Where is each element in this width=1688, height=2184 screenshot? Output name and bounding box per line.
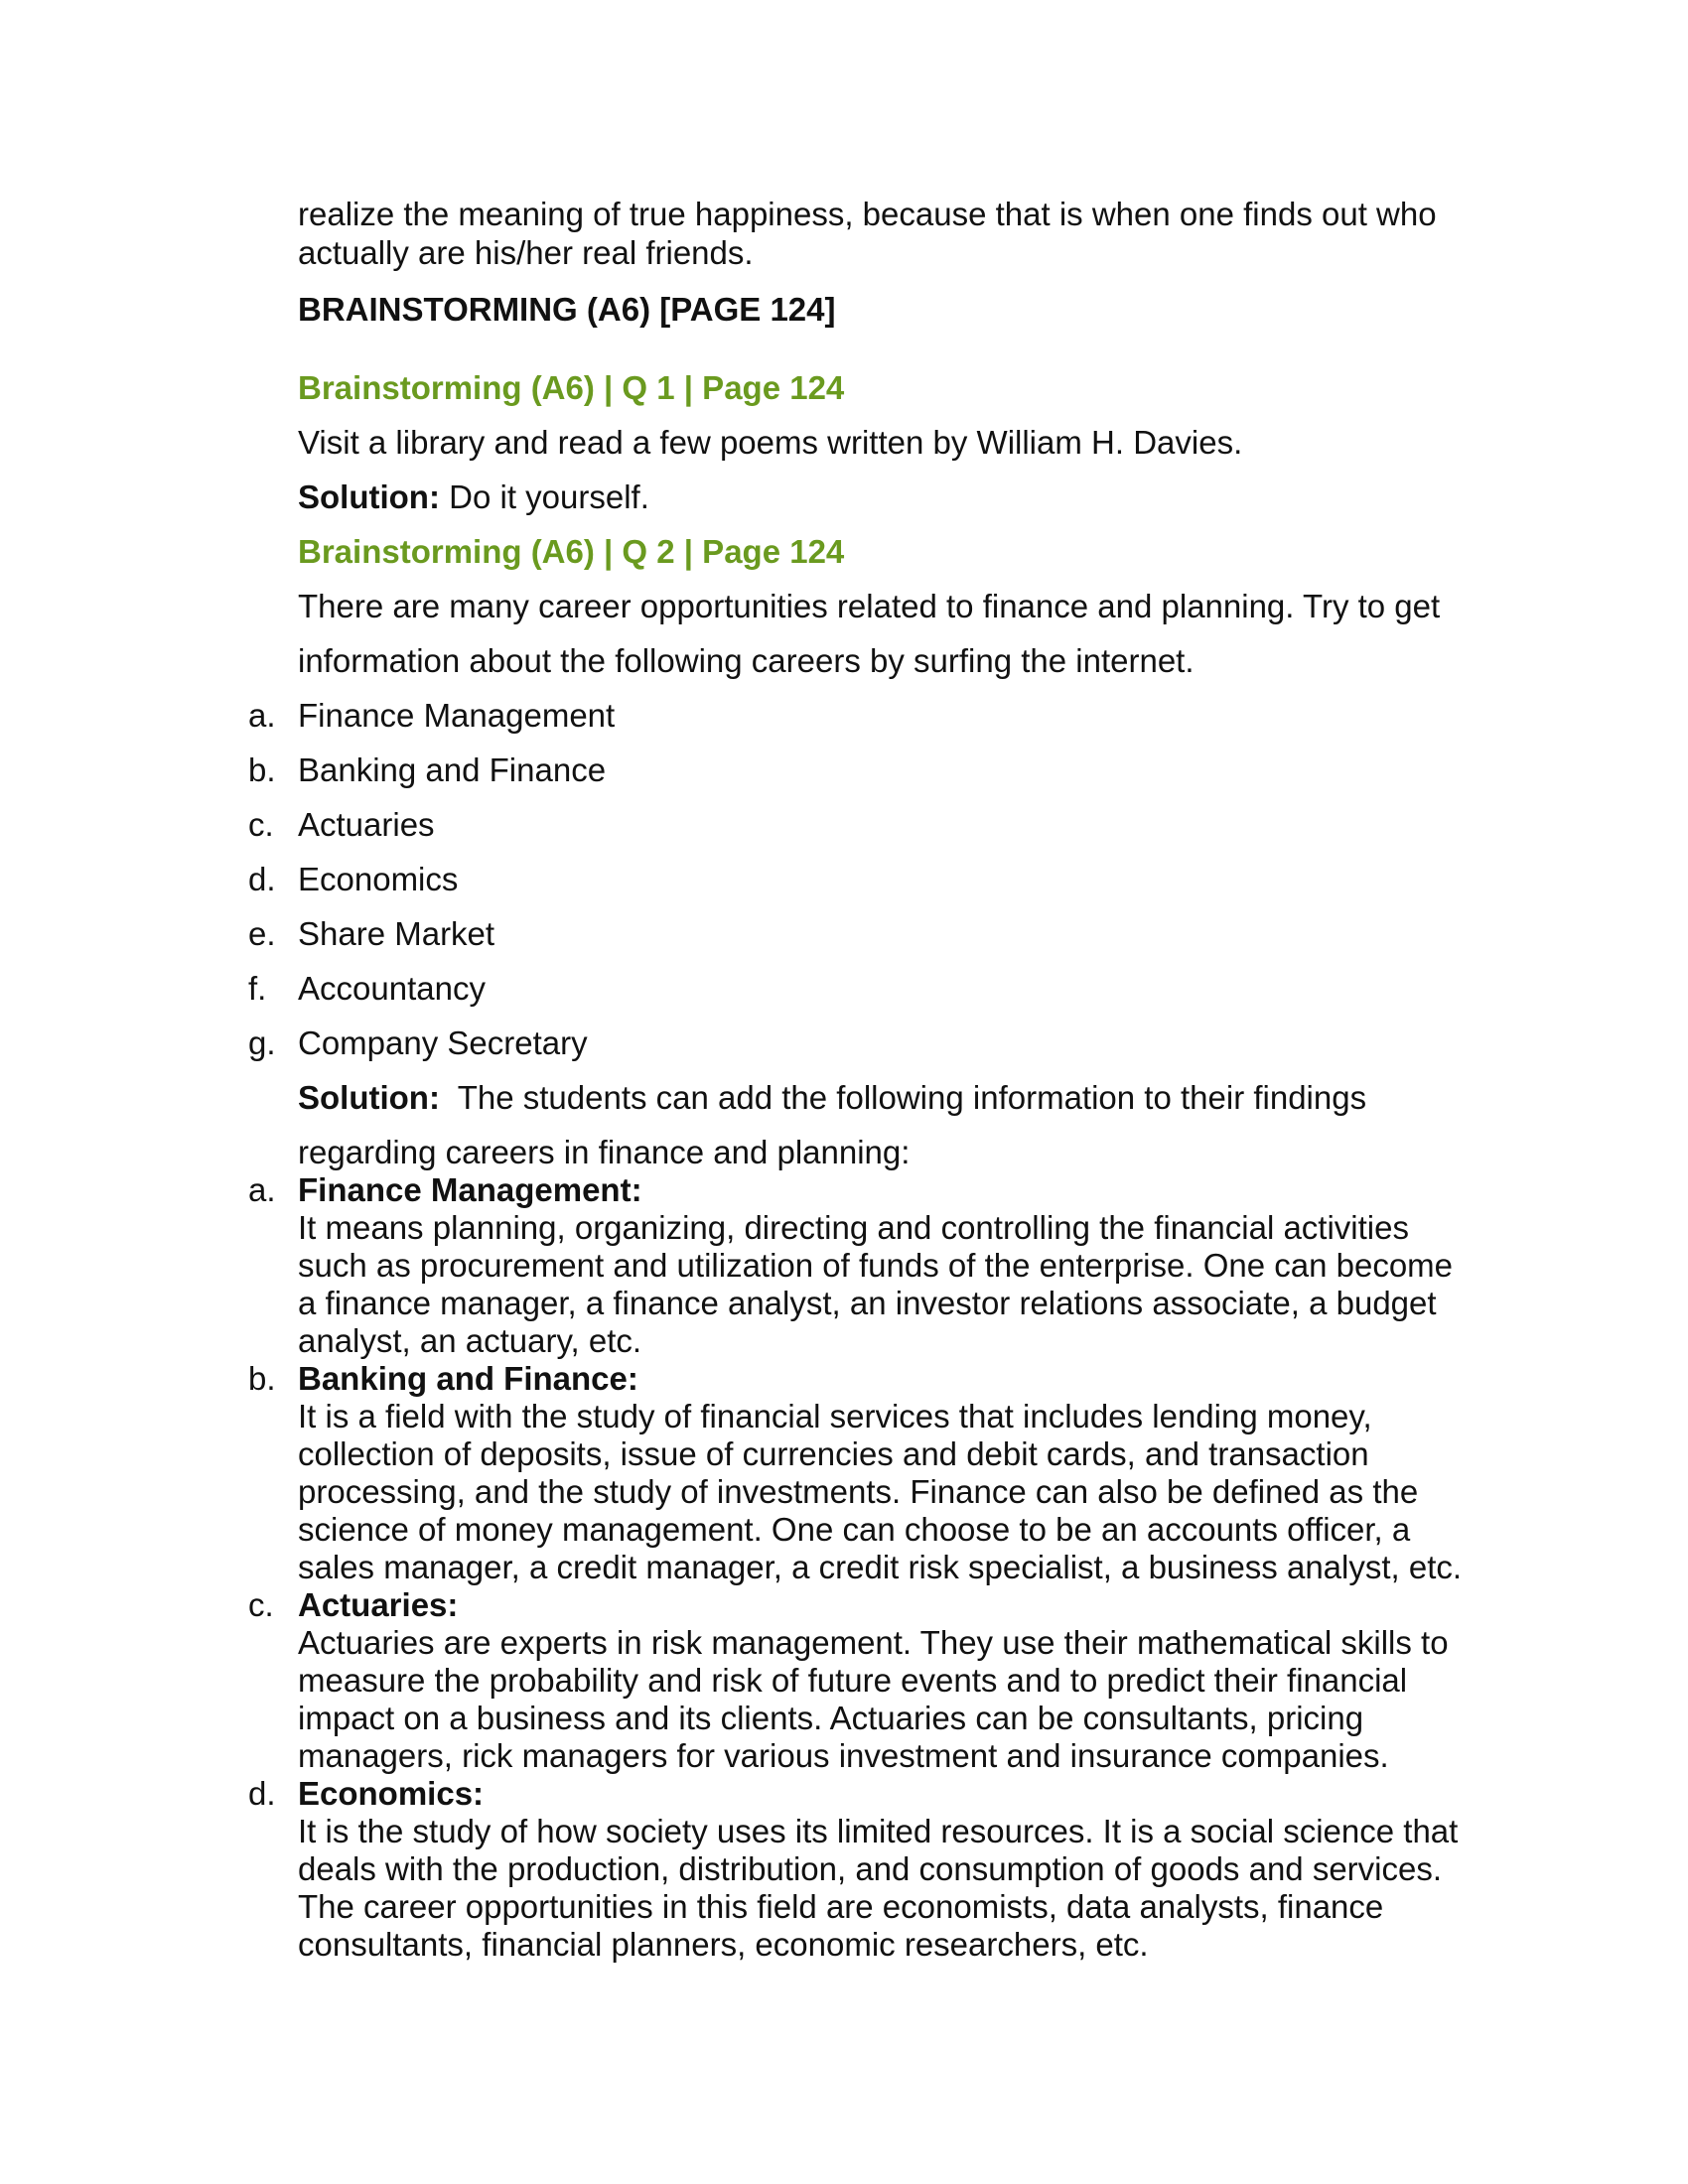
q2-question-line-2: information about the following careers by surfing the internet. xyxy=(298,642,1195,679)
career-label: Banking and Finance xyxy=(298,751,607,788)
career-detail-title: Banking and Finance: xyxy=(298,1360,638,1397)
career-detail-title: Economics: xyxy=(298,1775,485,1812)
career-detail-line: managers, rick managers for various investment and insurance companies. xyxy=(298,1737,1389,1774)
career-detail-item xyxy=(248,1775,1489,1964)
q1-question: Visit a library and read a few poems written by William H. Davies. xyxy=(298,424,1243,461)
career-detail-item xyxy=(248,1171,1489,1360)
career-label: Finance Management xyxy=(298,697,616,734)
career-detail-line: analyst, an actuary, etc. xyxy=(298,1322,642,1359)
career-detail-line: It is a field with the study of financial services that includes lending money, xyxy=(298,1398,1372,1434)
q1-solution xyxy=(298,478,1489,516)
career-detail-line: Actuaries are experts in risk management. They use their mathematical skills to xyxy=(298,1624,1449,1661)
career-detail-line: measure the probability and risk of future events and to predict their financial xyxy=(298,1662,1408,1699)
career-detail-title: Actuaries: xyxy=(298,1586,459,1623)
list-marker: g. xyxy=(248,1024,276,1061)
list-marker: a. xyxy=(248,697,276,734)
list-marker: f. xyxy=(248,970,267,1007)
q2-solution-label: Solution: xyxy=(298,1079,440,1116)
career-list-item xyxy=(248,696,1489,735)
career-list-item xyxy=(248,1024,1489,1062)
intro-line-1: realize the meaning of true happiness, because that is when one finds out who xyxy=(298,196,1437,232)
q2-question-line-1: There are many career opportunities related to finance and planning. Try to get xyxy=(298,588,1441,624)
career-detail-line: processing, and the study of investments. Finance can also be defined as the xyxy=(298,1473,1419,1510)
career-detail-line: science of money management. One can choose to be an accounts officer, a xyxy=(298,1511,1411,1548)
list-marker: a. xyxy=(248,1171,276,1208)
list-marker: c. xyxy=(248,806,274,843)
career-detail-line: a finance manager, a finance analyst, an investor relations associate, a budget xyxy=(298,1285,1437,1321)
list-marker: b. xyxy=(248,751,276,788)
career-detail-item xyxy=(248,1586,1489,1775)
page-content xyxy=(248,195,1489,1964)
list-marker: e. xyxy=(248,915,276,952)
list-marker: b. xyxy=(248,1360,276,1397)
career-detail-title: Finance Management: xyxy=(298,1171,642,1208)
q1-solution-text: Do it yourself. xyxy=(439,478,649,515)
career-detail-line: deals with the production, distribution, and consumption of goods and services. xyxy=(298,1850,1443,1887)
career-detail-line: impact on a business and its clients. Actuaries can be consultants, pricing xyxy=(298,1700,1364,1736)
career-detail-line: consultants, financial planners, economic researchers, etc. xyxy=(298,1926,1149,1963)
q2-solution-line-2: regarding careers in finance and planning: xyxy=(298,1134,911,1170)
section-heading: BRAINSTORMING (A6) [PAGE 124] xyxy=(298,291,836,328)
list-marker: c. xyxy=(248,1586,274,1623)
q1-solution-label: Solution: xyxy=(298,478,440,515)
career-detail-item xyxy=(248,1360,1489,1586)
career-list-item xyxy=(248,969,1489,1008)
career-label: Company Secretary xyxy=(298,1024,588,1061)
careers-list xyxy=(248,696,1489,1062)
career-list-item xyxy=(248,751,1489,789)
career-detail-line: It is the study of how society uses its limited resources. It is a social science that xyxy=(298,1813,1459,1849)
q2-solution xyxy=(298,1078,1489,1117)
intro-line-2: actually are his/her real friends. xyxy=(298,234,754,271)
career-list-item xyxy=(248,914,1489,953)
q2-heading: Brainstorming (A6) | Q 2 | Page 124 xyxy=(298,533,845,570)
career-list-item xyxy=(248,860,1489,898)
career-detail-line: collection of deposits, issue of currencies and debit cards, and transaction xyxy=(298,1435,1369,1472)
career-label: Actuaries xyxy=(298,806,435,843)
career-label: Share Market xyxy=(298,915,495,952)
q2-solution-line-1: The students can add the following information to their findings xyxy=(439,1079,1367,1116)
career-list-item xyxy=(248,805,1489,844)
career-details-list xyxy=(248,1171,1489,1964)
list-marker: d. xyxy=(248,1775,276,1812)
career-detail-line: sales manager, a credit manager, a credit risk specialist, a business analyst, etc. xyxy=(298,1549,1463,1585)
list-marker: d. xyxy=(248,861,276,897)
q1-heading: Brainstorming (A6) | Q 1 | Page 124 xyxy=(298,369,845,406)
career-detail-line: It means planning, organizing, directing and controlling the financial activities xyxy=(298,1209,1409,1246)
career-detail-line: such as procurement and utilization of funds of the enterprise. One can become xyxy=(298,1247,1454,1284)
career-label: Accountancy xyxy=(298,970,486,1007)
career-detail-line: The career opportunities in this field are economists, data analysts, finance xyxy=(298,1888,1384,1925)
career-label: Economics xyxy=(298,861,459,897)
